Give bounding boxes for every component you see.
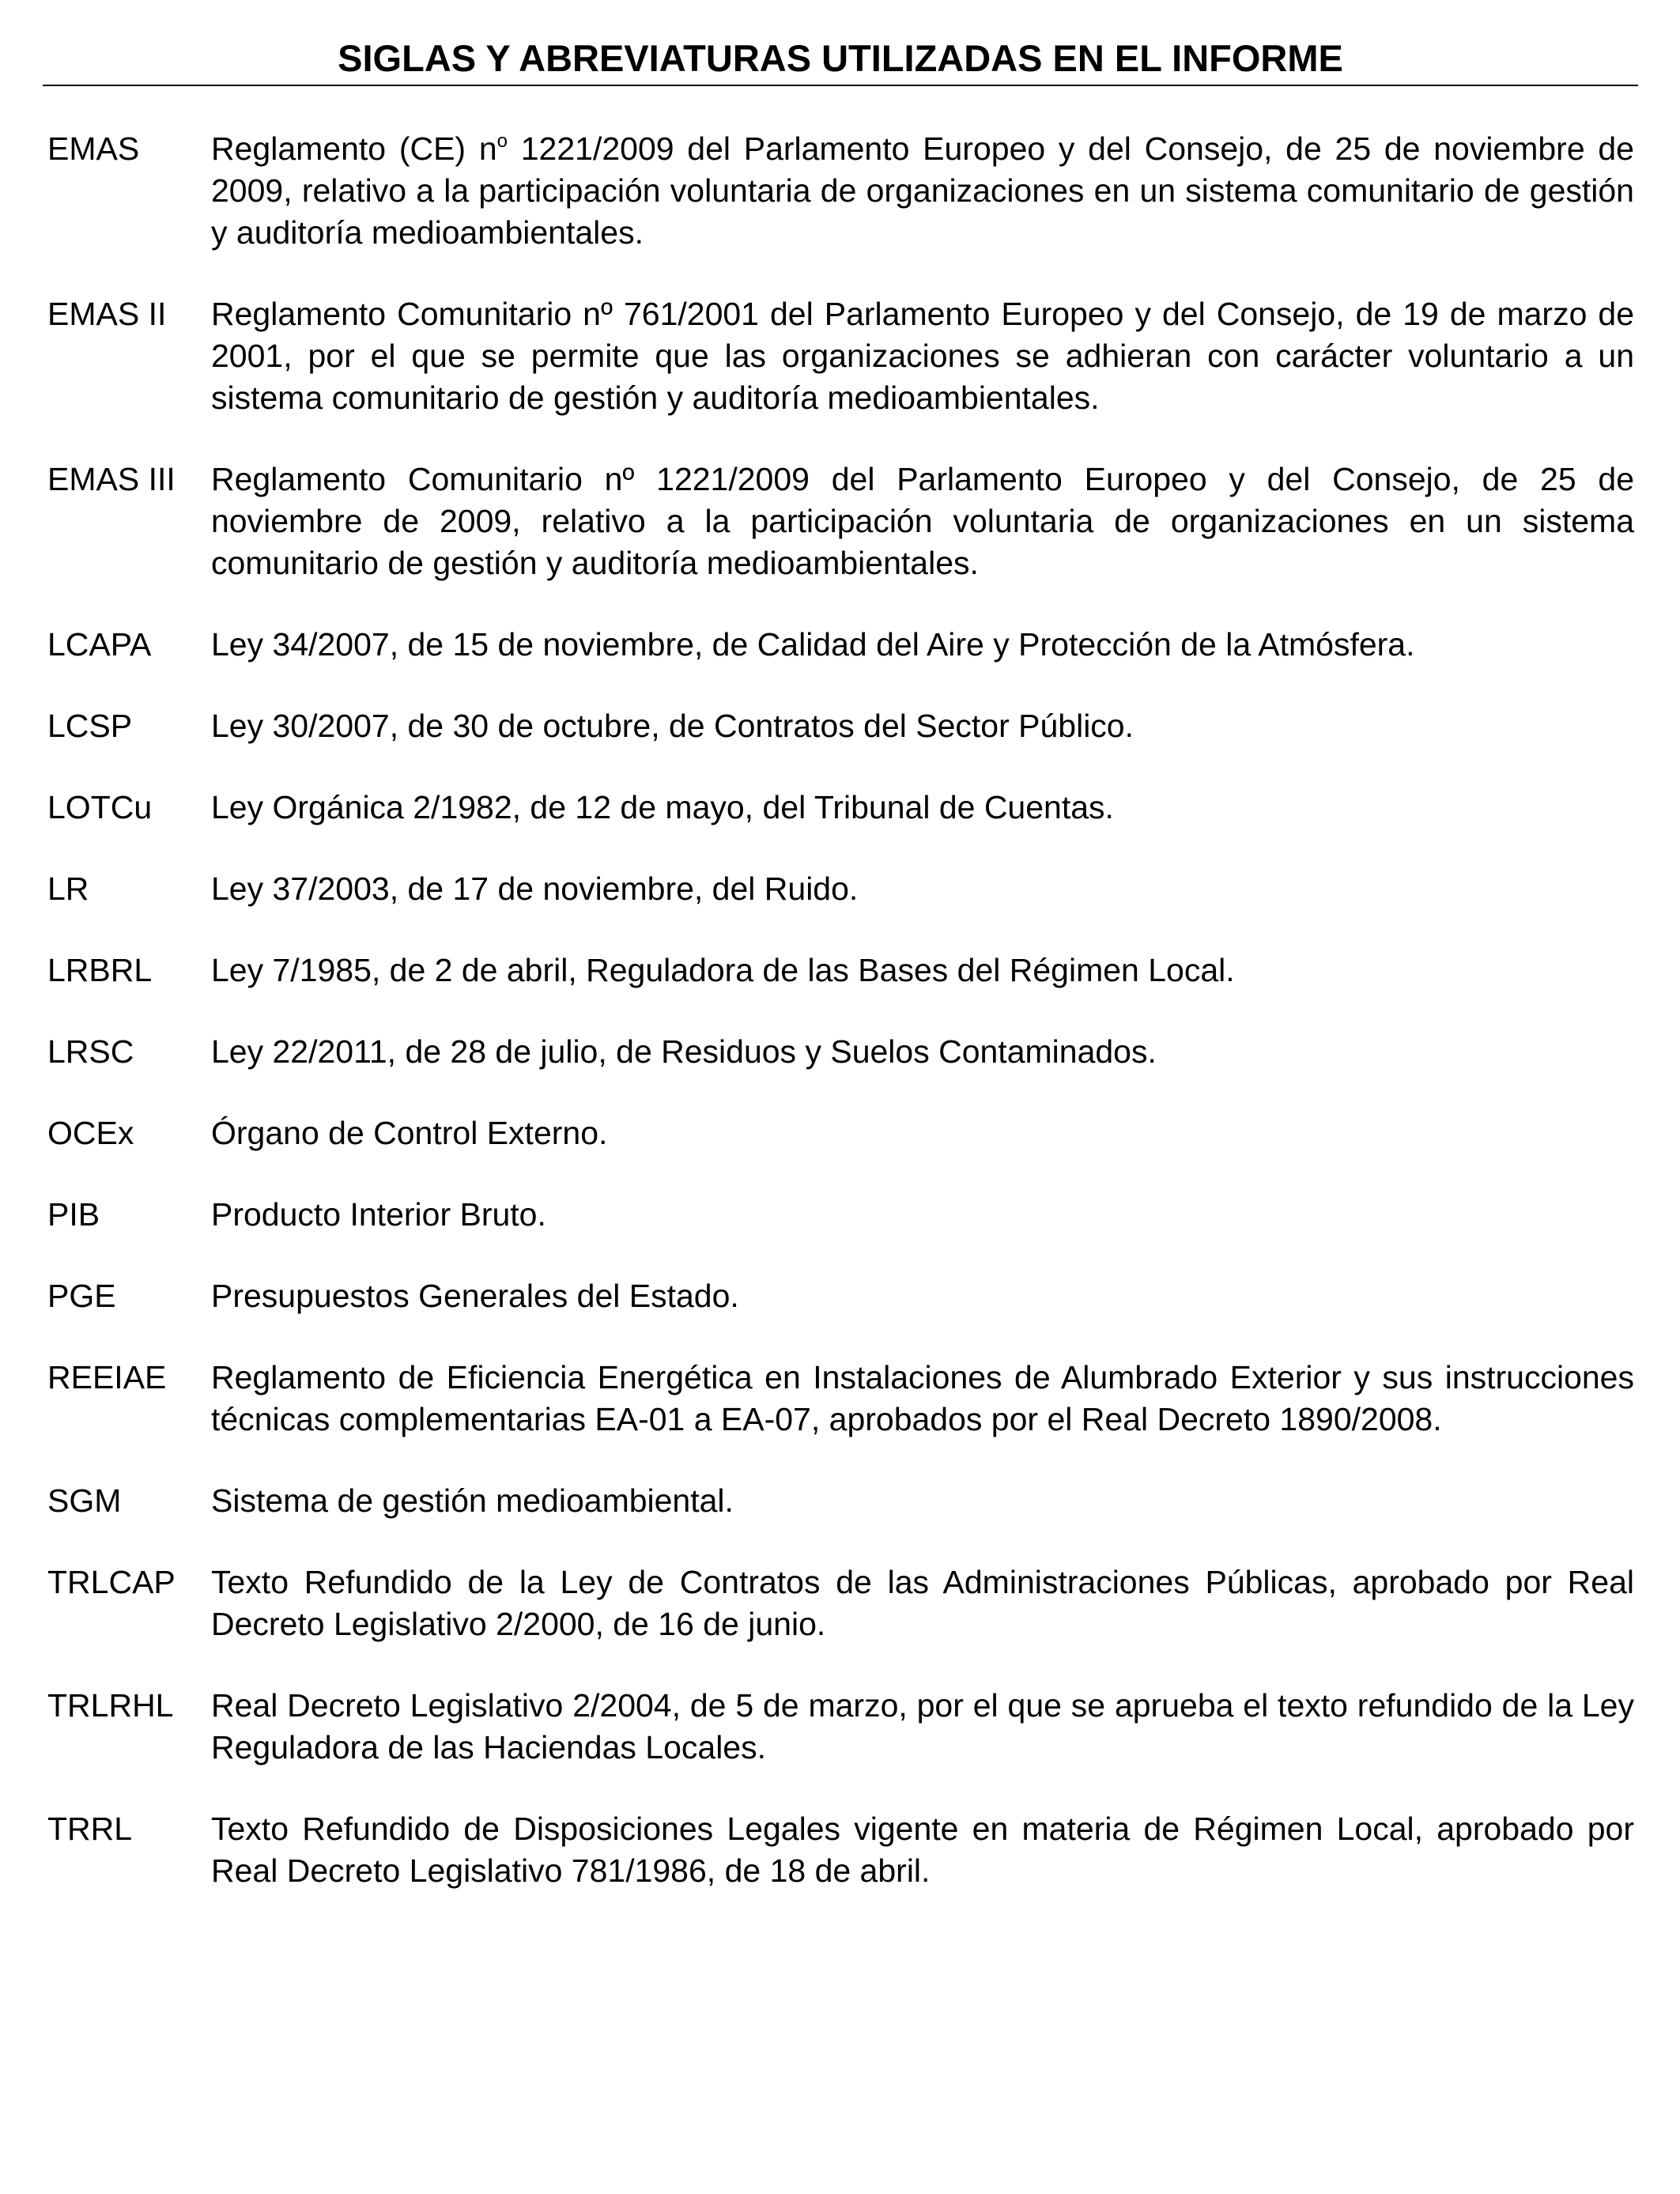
- abbreviation-entry: [47, 1031, 1637, 1073]
- abbreviation-entry: [47, 950, 1637, 991]
- abbreviation-entry: [47, 1685, 1637, 1769]
- abbreviation-term: SGM: [47, 1482, 122, 1519]
- abbreviation-definition: Texto Refundido de Disposiciones Legales vigente en materia de Régimen Local, aprobado por Real Decreto Legislativo 781/1986, de 18 de abril.: [211, 1811, 1634, 1889]
- abbreviation-entry: [47, 705, 1637, 747]
- abbreviation-entry: [47, 1561, 1637, 1645]
- page-title: SIGLAS Y ABREVIATURAS UTILIZADAS EN EL INFORME: [338, 37, 1343, 79]
- abbreviation-entry: [47, 1275, 1637, 1317]
- abbreviation-definition: Reglamento Comunitario nº 1221/2009 del Parlamento Europeo y del Consejo, de 25 de noviembre de 2009, relativo a la participación voluntaria de organizaciones en un sistema comunitario de gestión y auditoría medioambientales.: [211, 461, 1634, 581]
- abbreviation-entry: [47, 128, 1637, 254]
- abbreviation-term: LCSP: [47, 708, 133, 744]
- definition-text: Reglamento (CE) n: [211, 130, 497, 167]
- abbreviation-definition: Ley 37/2003, de 17 de noviembre, del Ruido.: [211, 870, 859, 907]
- abbreviation-term: LOTCu: [47, 789, 153, 825]
- abbreviation-term: PGE: [47, 1278, 116, 1314]
- abbreviation-definition: Ley Orgánica 2/1982, de 12 de mayo, del Tribunal de Cuentas.: [211, 789, 1114, 825]
- abbreviation-definition: Órgano de Control Externo.: [211, 1115, 608, 1151]
- abbreviation-term: TRLCAP: [47, 1564, 176, 1600]
- abbreviation-term: TRLRHL: [47, 1687, 174, 1724]
- ordinal-superscript: o: [496, 130, 508, 152]
- abbreviation-entry: [47, 787, 1637, 829]
- abbreviation-definition: Ley 22/2011, de 28 de julio, de Residuos y Suelos Contaminados.: [211, 1033, 1157, 1070]
- abbreviation-definition: Reglamento Comunitario nº 761/2001 del Parlamento Europeo y del Consejo, de 19 de marzo de 2001, por el que se permite que las organizaciones se adhieran con carácter voluntario a un sistema comunitario de gestión y auditoría medioambientales.: [211, 296, 1634, 416]
- abbreviation-term: REEIAE: [47, 1359, 167, 1395]
- abbreviation-definition: Producto Interior Bruto.: [211, 1196, 546, 1233]
- abbreviation-entry: [47, 1480, 1637, 1522]
- abbreviation-entry: [47, 293, 1637, 419]
- abbreviations-list: [47, 128, 1637, 1932]
- abbreviation-term: LRBRL: [47, 952, 153, 988]
- definition-text: 1221/2009 del Parlamento Europeo y del Consejo, de 25 de noviembre de 2009, relativo a la participación voluntaria de organizaciones en un sistema comunitario de gestión y auditoría medioambientales.: [211, 130, 1634, 251]
- abbreviation-term: TRRL: [47, 1811, 133, 1847]
- abbreviation-definition: Ley 30/2007, de 30 de octubre, de Contratos del Sector Público.: [211, 708, 1134, 744]
- abbreviation-term: OCEx: [47, 1115, 134, 1151]
- abbreviation-definition: Presupuestos Generales del Estado.: [211, 1278, 739, 1314]
- abbreviation-term: LCAPA: [47, 626, 152, 663]
- title-divider: [43, 85, 1638, 86]
- abbreviation-definition: Ley 34/2007, de 15 de noviembre, de Calidad del Aire y Protección de la Atmósfera.: [211, 626, 1415, 663]
- abbreviation-definition: Ley 7/1985, de 2 de abril, Reguladora de las Bases del Régimen Local.: [211, 952, 1235, 988]
- abbreviation-entry: [47, 1808, 1637, 1892]
- abbreviation-entry: [47, 1357, 1637, 1441]
- abbreviation-definition: Sistema de gestión medioambiental.: [211, 1482, 734, 1519]
- abbreviation-term: EMAS: [47, 130, 140, 167]
- abbreviation-entry: [47, 1194, 1637, 1236]
- abbreviation-definition: Reglamento de Eficiencia Energética en Instalaciones de Alumbrado Exterior y sus instrucciones técnicas complementarias EA-01 a EA-07, aprobados por el Real Decreto 1890/2008.: [211, 1359, 1634, 1437]
- abbreviation-definition: [211, 128, 1634, 254]
- abbreviation-term: EMAS III: [47, 461, 176, 497]
- abbreviation-entry: [47, 1112, 1637, 1154]
- abbreviation-entry: [47, 868, 1637, 910]
- abbreviation-entry: [47, 624, 1637, 666]
- abbreviation-definition: Real Decreto Legislativo 2/2004, de 5 de marzo, por el que se aprueba el texto refundido de la Ley Reguladora de las Haciendas Locales.: [211, 1687, 1634, 1765]
- abbreviation-definition: Texto Refundido de la Ley de Contratos de las Administraciones Públicas, aprobado por Real Decreto Legislativo 2/2000, de 16 de junio.: [211, 1564, 1634, 1642]
- abbreviation-term: LRSC: [47, 1033, 134, 1070]
- abbreviation-entry: [47, 459, 1637, 584]
- abbreviation-term: PIB: [47, 1196, 100, 1233]
- abbreviation-term: EMAS II: [47, 296, 167, 332]
- abbreviation-term: LR: [47, 870, 89, 907]
